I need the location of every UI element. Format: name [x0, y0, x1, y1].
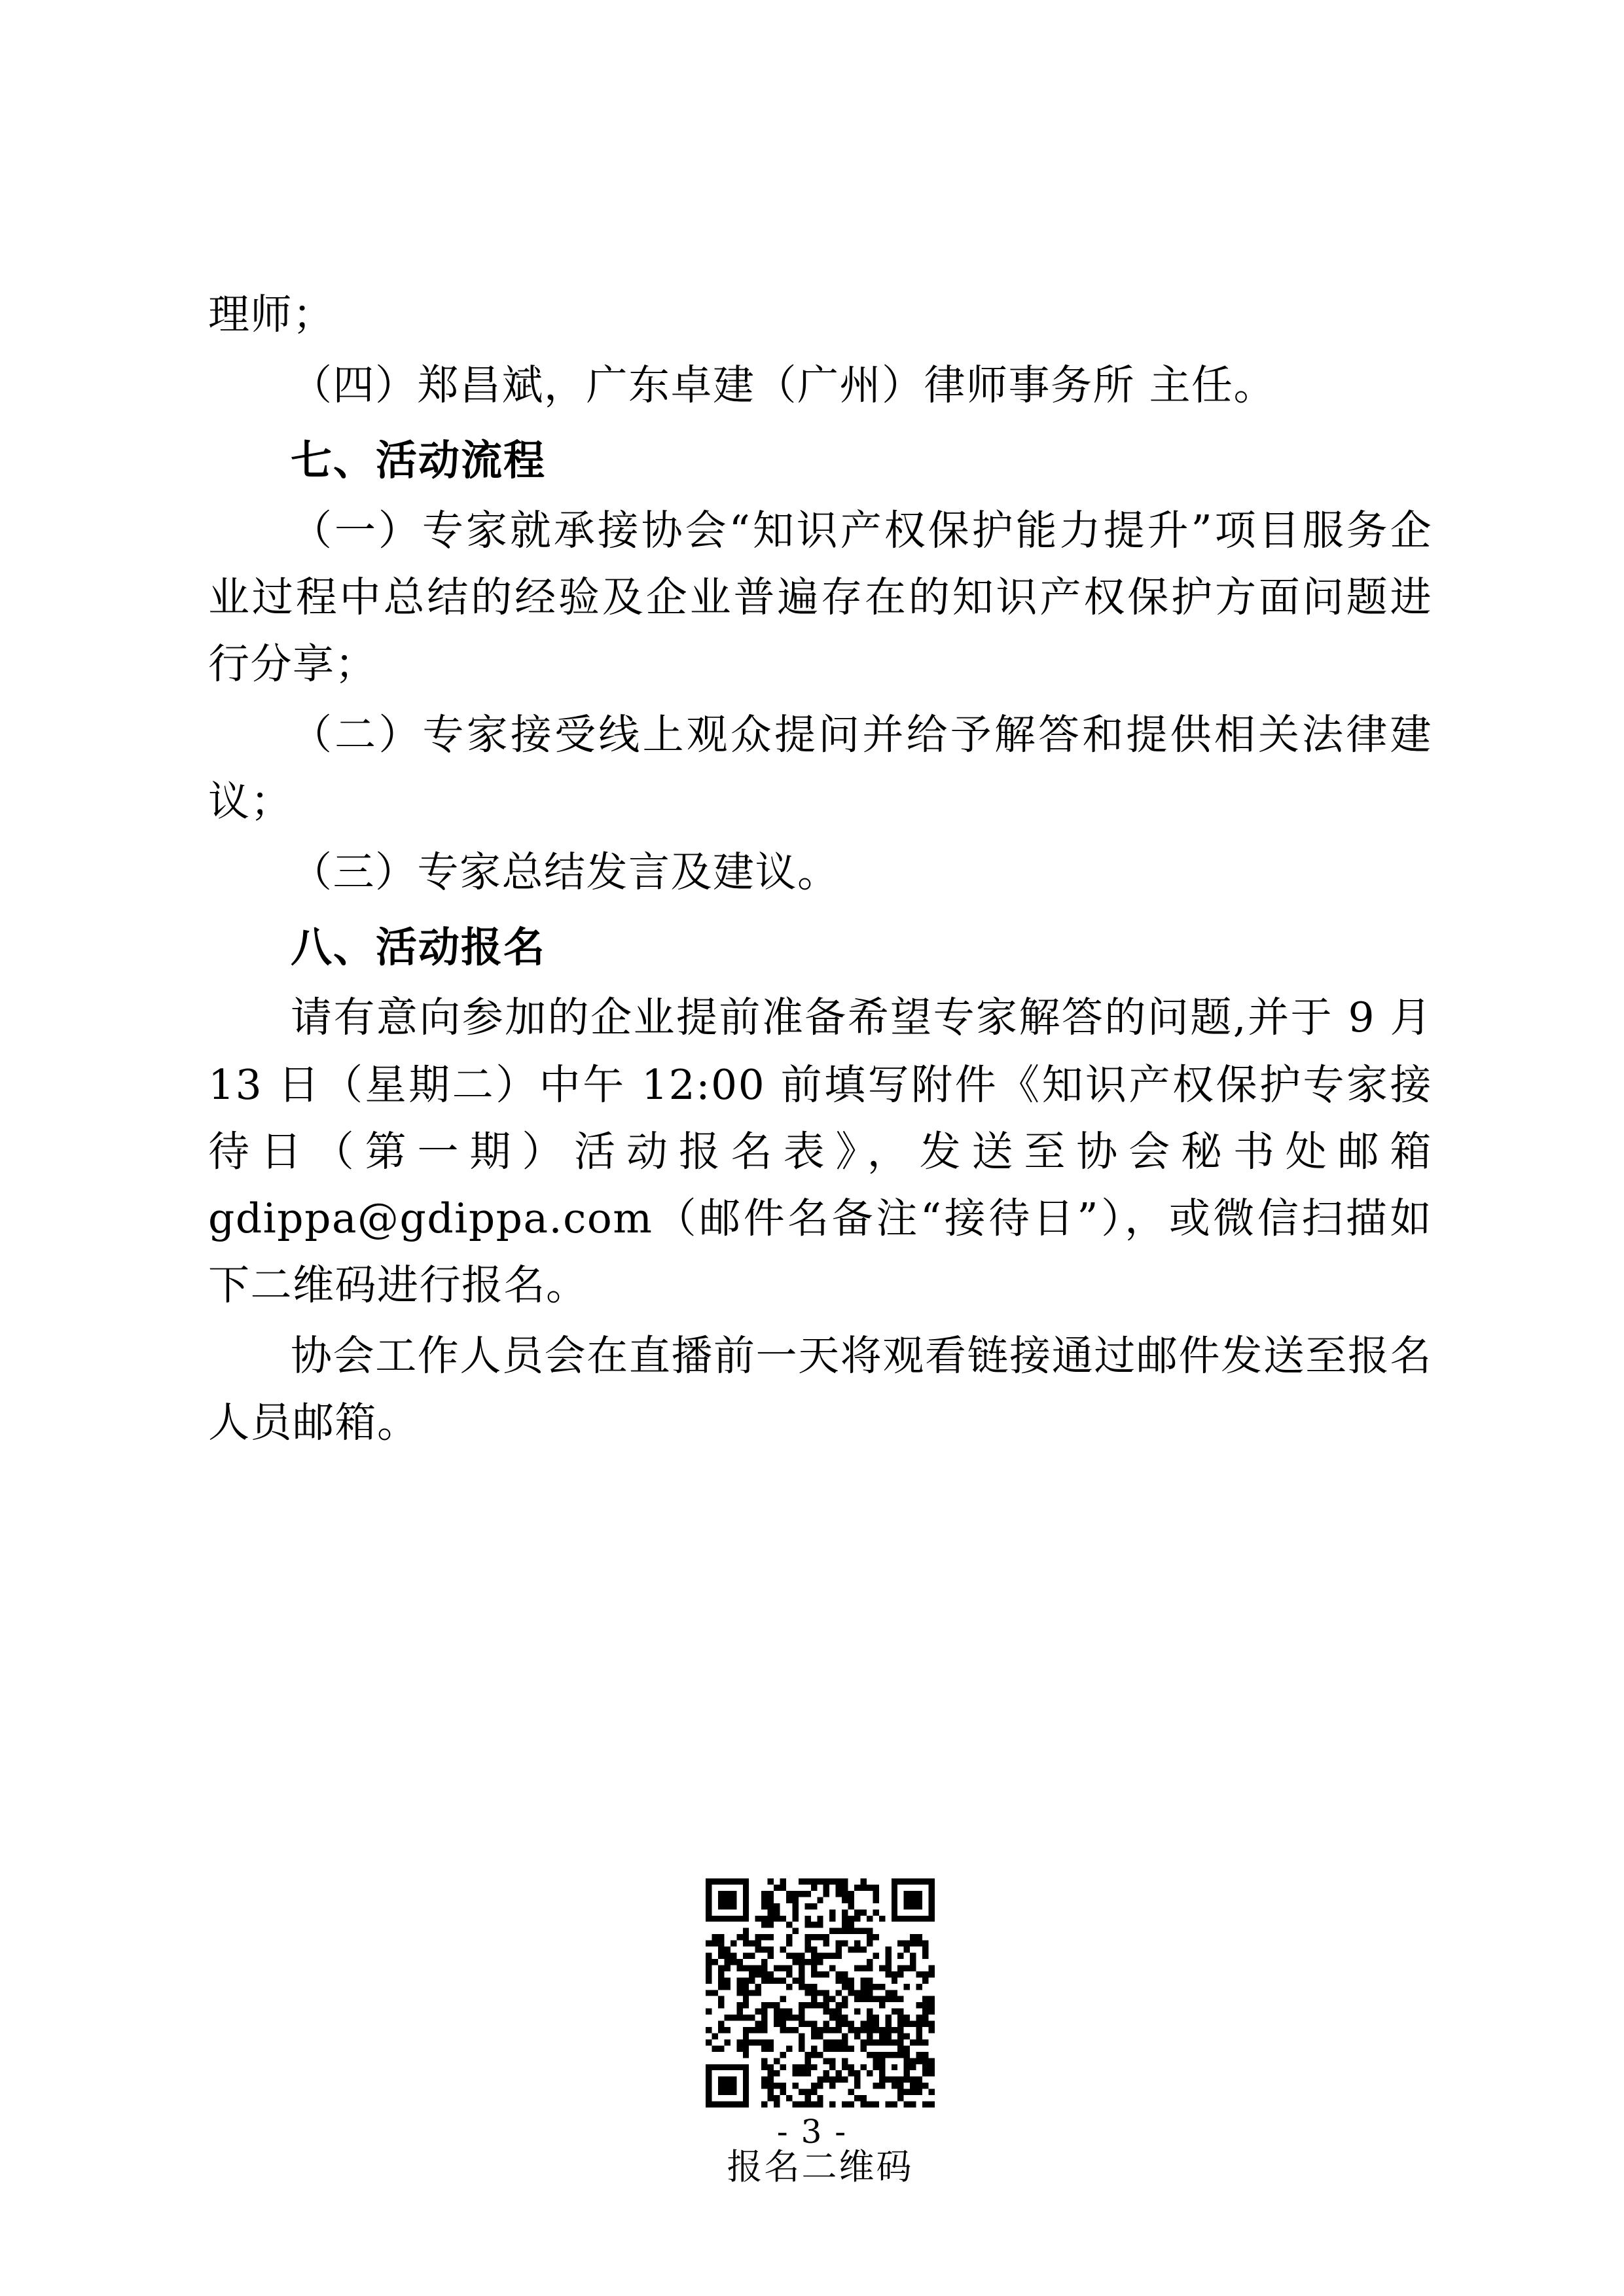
paragraph: 请有意向参加的企业提前准备希望专家解答的问题,并于 9 月 13 日（星期二）中午 12:00 前填写附件《知识产权保护专家接待日（第一期）活动报名表》，发送至协会秘书处邮箱 gdippa@gdippa.com（邮件名备注“接待日”），或微信扫描如下二维码进行报名。 [208, 994, 1447, 1309]
paragraph: 协会工作人员会在直播前一天将观看链接通过邮件发送至报名人员邮箱。 [208, 1331, 1432, 1446]
section-heading: 七、活动流程 [291, 436, 546, 485]
paragraph: （二）专家接受线上观众提问并给予解答和提供相关法律建议； [208, 711, 1432, 826]
paragraph: （四）郑昌斌，广东卓建（广州）律师事务所 主任。 [291, 361, 1276, 410]
document-body [208, 281, 1447, 2187]
registration-qr-code-icon [706, 1878, 935, 2108]
page-number: - 3 - [776, 2113, 848, 2151]
qr-code-caption: 报名二维码 [727, 2146, 914, 2187]
paragraph-list [208, 281, 1447, 1456]
paragraph: 理师； [208, 291, 335, 338]
paragraph: （三）专家总结发言及建议。 [291, 848, 840, 897]
paragraph: （一）专家就承接协会“知识产权保护能力提升”项目服务企业过程中总结的经验及企业普遍存在的知识产权保护方面问题进行分享； [208, 507, 1432, 689]
section-heading: 八、活动报名 [291, 923, 546, 972]
